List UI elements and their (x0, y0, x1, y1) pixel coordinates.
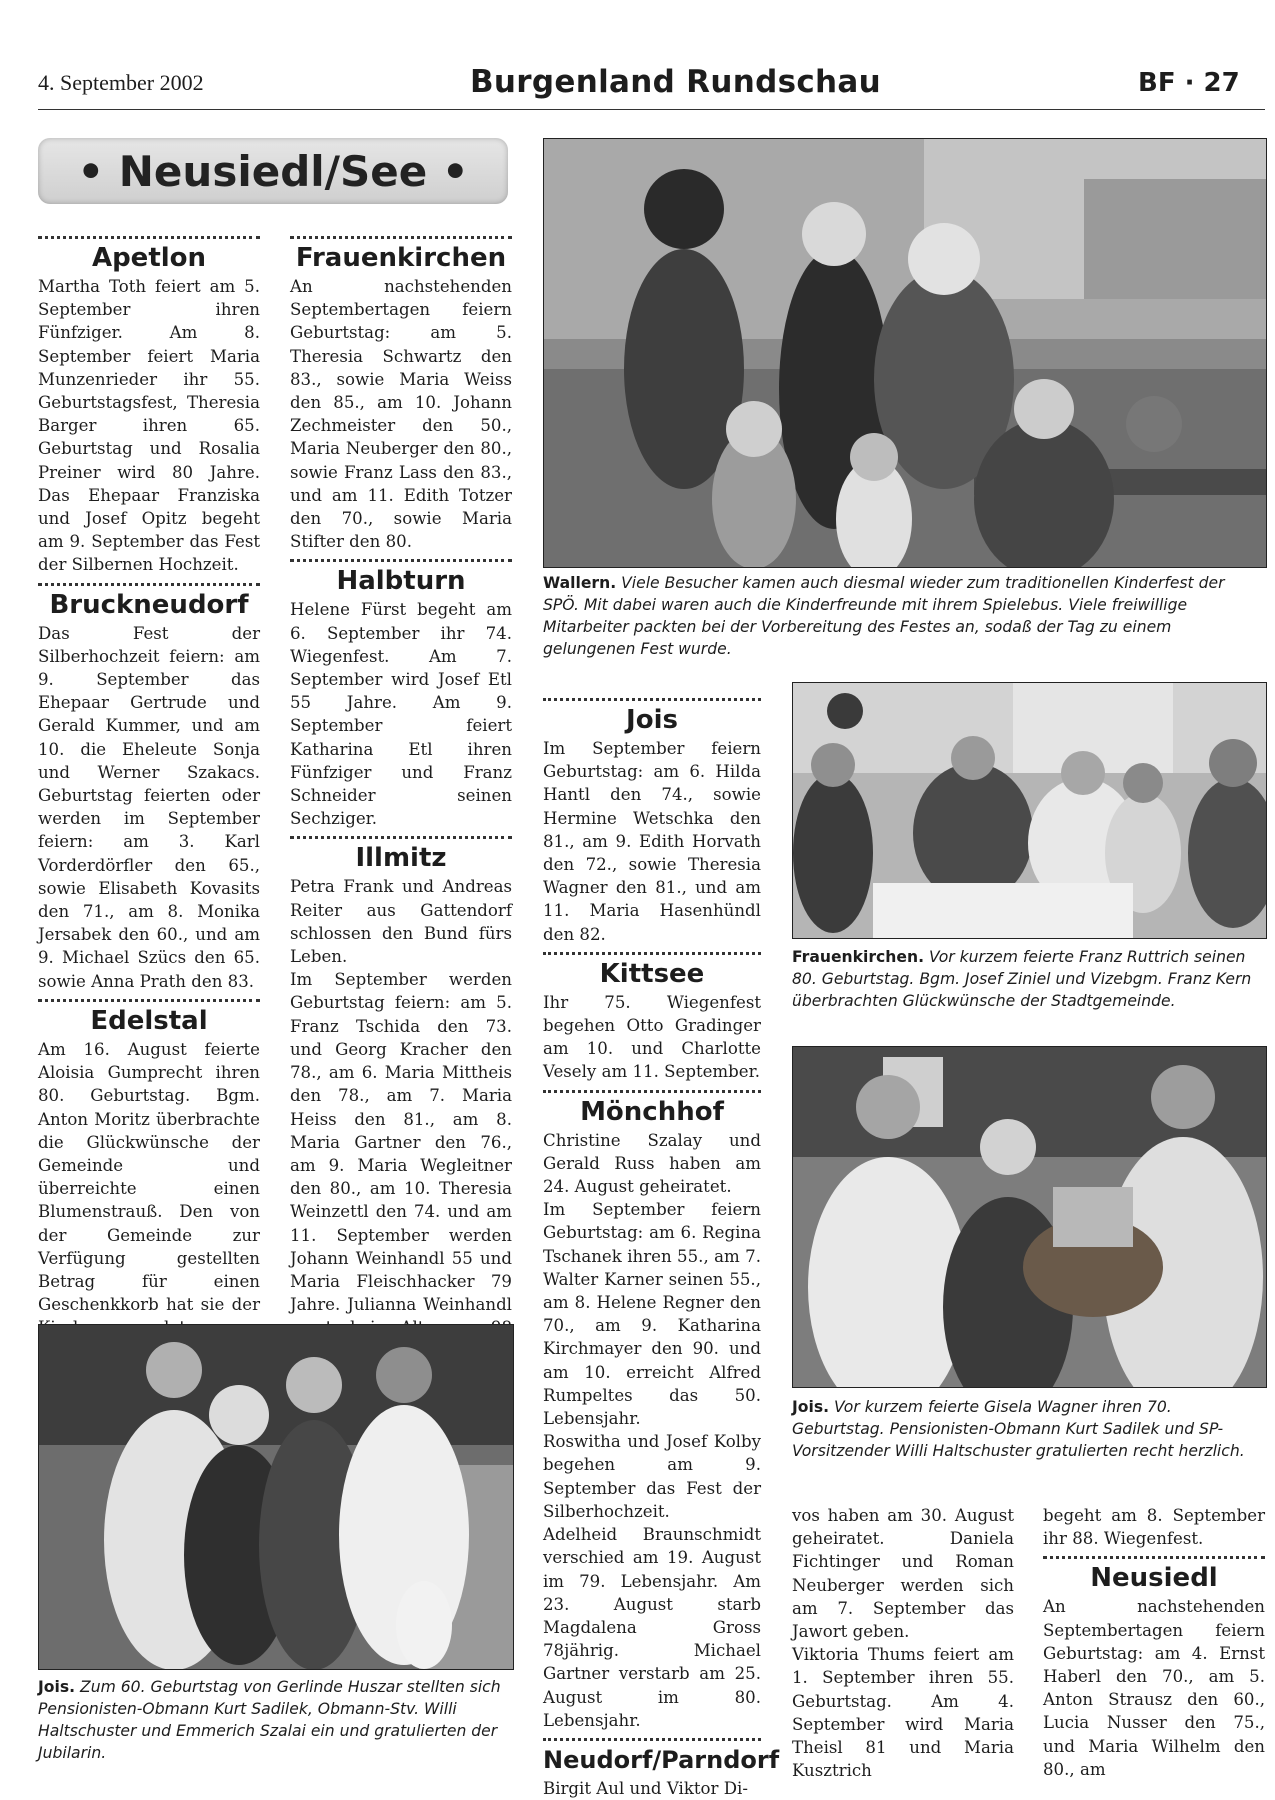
section-text-moenchhof-3: Roswitha und Josef Kolby begehen am 9. September das Fest der Silberhochzeit. (543, 1432, 761, 1521)
caption-frauenkirchen (792, 946, 1265, 1012)
section-text-halbturn: Helene Fürst begeht am 6. September ihr 74. Wiegenfest. Am 7. September wird Josef Etl 55 Jahre. Am 9. September feiert Katharina Etl ihren Fünfziger und Franz Schneider seinen Sechziger. (290, 600, 512, 829)
caption-wallern (543, 572, 1265, 660)
section-text-neudorf-1: Birgit Aul und Viktor Di- (543, 1778, 748, 1798)
section-text-edelstal: Am 16. August feierte Aloisia Gumprecht ihren 80. Geburtstag. Bgm. Anton Moritz überbrachte die Glückwünsche der Gemeinde und überreichte einen Blumenstrauß. Den von der Gemeinde zur Verfügung gestellten Betrag für einen Geschenkkorb hat sie der (38, 1039, 260, 1315)
photo-wallern-kinderfest (543, 138, 1267, 568)
divider (1043, 1556, 1265, 1559)
caption-text: Vor kurzem feierte Gisela Wagner ihren 70. Geburtstag. Pensionisten-Obmann Kurt Sadilek und SP-Vorsitzender Willi Haltschuster gratulierten recht herzlich. (792, 1398, 1245, 1460)
region-banner: • Neusiedl/See • (38, 138, 508, 204)
section-title-neudorf: Neudorf/Parndorf (543, 1745, 780, 1774)
caption-jois-gerlinde (38, 1676, 512, 1764)
caption-place: Jois. (38, 1678, 76, 1696)
column-4 (792, 1504, 1014, 1782)
section-text-moenchhof-1: Christine Szalay und Gerald Russ haben am 24. August geheiratet. (543, 1130, 761, 1197)
caption-place: Jois. (792, 1398, 830, 1416)
section-text-bruckneudorf: Das Fest der Silberhochzeit feiern: am 9. September das Ehepaar Gertrude und Gerald Kummer, und am 10. die Eheleute Sonja und Werner Szakacs. Geburtstag feierten oder werden im September feiern: am 3. Karl Vorderdörfler den 65., sowie Elisabeth Kovasits den 71., am 8. Monika Jersabek den 60., und am 9. Michael Szücs den 65. sowie Anna Prath den 83. (38, 623, 260, 991)
section-text-moenchhof-2: Im September feiern Geburtstag: am 6. Regina Tschanek ihren 55., am 7. Walter Karner seinen 55., am 8. Helene Regner den 70., am 9. Katharina Kirchmayer den 90. und am 10. erreicht Alfred Rumpeltes das 50. Lebensjahr. (543, 1200, 761, 1429)
divider (543, 698, 761, 701)
photo-frauenkirchen-birthday (792, 682, 1267, 939)
section-title-neusiedl: Neusiedl (1090, 1563, 1218, 1594)
caption-text: Zum 60. Geburtstag von Gerlinde Huszar stellten sich Pensionisten-Obmann Kurt Sadilek, Obmann-Stv. Willi Haltschuster und Emmerich Szalai ein und gratulierten der Jubilarin. (38, 1678, 501, 1762)
divider (38, 236, 260, 239)
divider (38, 999, 260, 1002)
section-title-kittsee: Kittsee (599, 958, 705, 989)
caption-jois-gisela (792, 1396, 1265, 1462)
divider (543, 1738, 761, 1741)
caption-place: Wallern. (543, 574, 617, 592)
column-1 (38, 236, 260, 1340)
column-3 (543, 698, 780, 1800)
section-text-frauenkirchen: An nachstehenden Septembertagen feiern Geburtstag: am 5. Theresia Schwartz den 83., sowie Maria Weiss den 85., am 10. Johann Zechmeister den 50., Maria Neuberger den 80., sowie Franz Lass den 83., und am 11. Edith Totzer den 70., sowie Maria Stifter den 80. (290, 277, 512, 552)
section-text-neudorf-3: Viktoria Thums feiert am 1. September ihren 55. Geburtstag. Am 4. September wird Maria Theisl 81 und Maria Kusztrich (792, 1645, 1014, 1781)
caption-place: Frauenkirchen. (792, 948, 924, 966)
section-title-edelstal: Edelstal (90, 1005, 208, 1036)
section-text-illmitz-2: Im September werden Geburtstag feiern: am 5. Franz Tschida den 73. und Georg Kracher den 78., am 6. Maria Mittheis den 78., am 7. Maria Heiss den 81., am 8. Maria Gartner den 76., am 9. Maria Wegleitner den 80., am 10. Theresia Weinzettl den 74. und am 11. September werden Johann Weinhandl 55 und Maria Fleischhacker 79 Jahre. Julianna Weinhandl (290, 970, 512, 1315)
section-text-kittsee: Ihr 75. Wiegenfest begehen Otto Gradinger am 10. und Charlotte Vesely am 11. September. (543, 992, 761, 1082)
section-title-illmitz: Illmitz (355, 843, 447, 874)
section-title-jois: Jois (626, 705, 678, 735)
section-title-bruckneudorf: Bruckneudorf (49, 589, 249, 620)
section-title-apetlon: Apetlon (91, 243, 207, 273)
photo-jois-gisela-wagner (792, 1046, 1267, 1388)
issue-date: 4. September 2002 (38, 70, 204, 95)
section-text-apetlon: Martha Toth feiert am 5. September ihren Fünfziger. Am 8. September feiert Maria Munzenrieder ihr 55. Geburtstagsfest, Theresia Barger ihren 65. Geburtstag und Rosalia Preiner wird 80 Jahre. Das Ehepaar Franziska und Josef Opitz begeht am 9. September das Fest der Silbernen Hochzeit. (38, 277, 260, 575)
section-text-illmitz-1: Petra Frank und Andreas Reiter aus Gattendorf schlossen den Bund fürs Leben. (290, 877, 512, 967)
section-title-halbturn: Halbturn (336, 566, 466, 597)
section-text-moenchhof-4: Adelheid Braunschmidt verschied am 19. August im 79. Lebensjahr. Am 23. August starb Magdalena Gross 78jährig. Michael Gartner verstarb am 25. August im 80. Lebensjahr. (543, 1525, 761, 1730)
newspaper-title: Burgenland Rundschau (470, 64, 881, 100)
section-text-neusiedl: An nachstehenden Septembertagen feiern Geburtstag: am 4. Ernst Haberl den 70., am 5. Anton Strausz den 60., Lucia Nusser den 75., und Maria Wilhelm den 80., am (1043, 1597, 1265, 1779)
divider (543, 1090, 761, 1093)
divider (290, 836, 512, 839)
divider (290, 236, 512, 239)
column-2 (290, 236, 512, 1363)
section-text-neudorf-4: begeht am 8. September ihr 88. Wiegenfest. (1043, 1506, 1265, 1549)
page-number: BF · 27 (1138, 68, 1240, 98)
divider (38, 583, 260, 586)
caption-text: Viele Besucher kamen auch diesmal wieder zum traditionellen Kinderfest der SPÖ. Mit dabei waren auch die Kinderfreunde mit ihrem Spielebus. Viele freiwillige Mitarbeiter packten bei der Vorbereitung des Festes an, sodaß der Tag zu einem gelungenen Fest wurde. (543, 574, 1225, 658)
divider (290, 559, 512, 562)
section-title-moenchhof: Mönchhof (580, 1096, 724, 1127)
column-5 (1043, 1504, 1265, 1781)
section-text-jois: Im September feiern Geburtstag: am 6. Hilda Hantl den 74., sowie Hermine Wetschka den 81., am 9. Edith Horvath den 72., sowie Theresia Wagner den 81., und am 11. Maria Hasenhündl den 82. (543, 739, 761, 944)
section-text-neudorf-2: vos haben am 30. August geheiratet. Daniela Fichtinger und Roman Neuberger werden sich am 7. September das Jawort geben. (792, 1506, 1014, 1642)
header-rule (38, 109, 1265, 110)
photo-jois-gerlinde-huszar (38, 1324, 514, 1670)
section-title-frauenkirchen: Frauenkirchen (295, 243, 507, 273)
caption-text: Vor kurzem feierte Franz Ruttrich seinen 80. Geburtstag. Bgm. Josef Ziniel und Vizebgm. Franz Kern überbrachten Glückwünsche der Stadtgemeinde. (792, 948, 1252, 1010)
divider (543, 952, 761, 955)
